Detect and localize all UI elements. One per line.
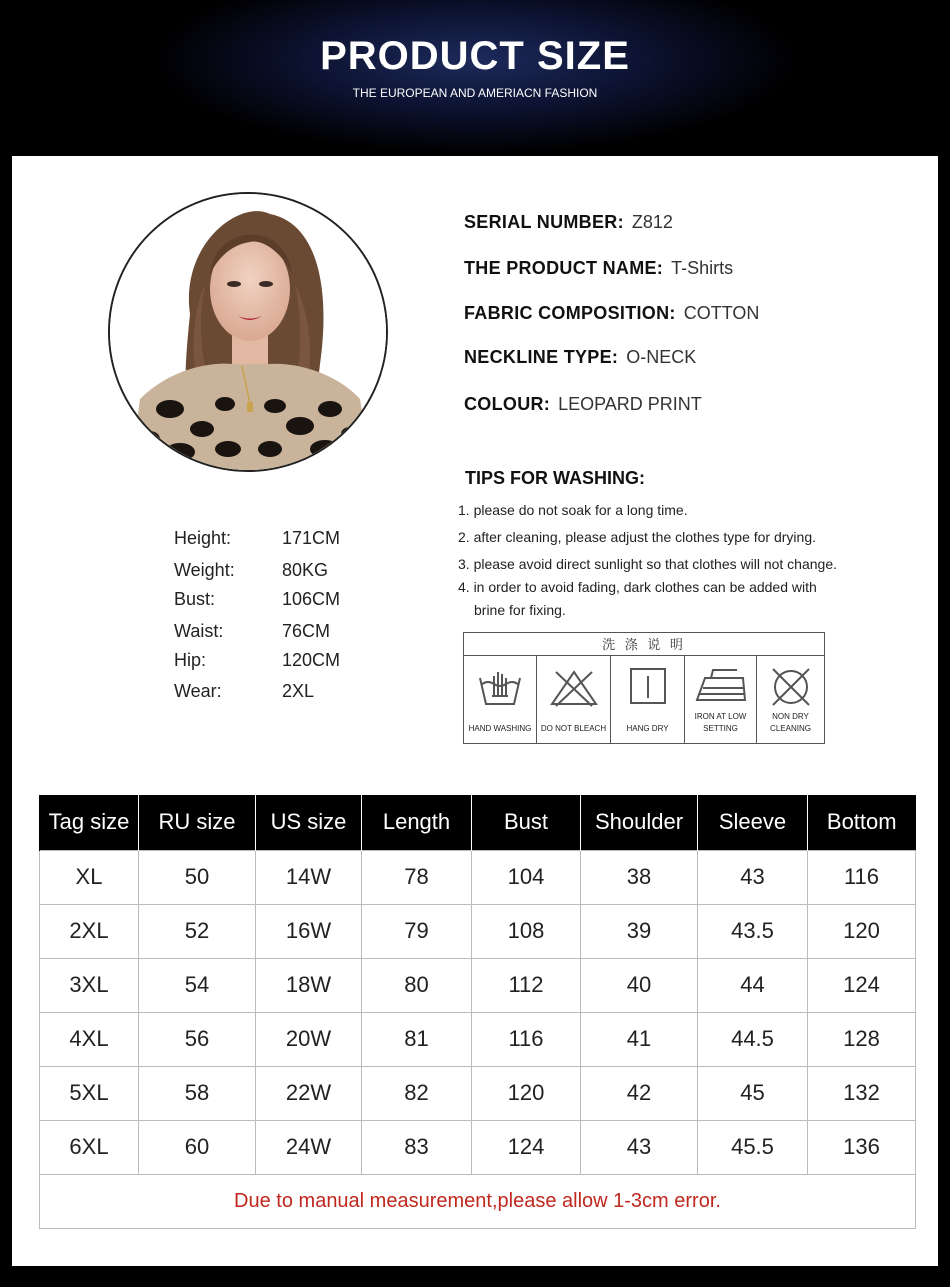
spec-fabric: FABRIC COMPOSITION: COTTON: [464, 303, 760, 323]
note-row: [40, 1174, 916, 1228]
table-cell: 78: [362, 850, 472, 904]
table-cell: 132: [808, 1066, 916, 1120]
table-cell: 45.5: [698, 1120, 808, 1174]
table-cell: 18W: [256, 958, 362, 1012]
spec-product-name: THE PRODUCT NAME: T-Shirts: [464, 258, 734, 278]
table-cell: 120: [808, 904, 916, 958]
content-panel: Height: 171CM Weight: 80KG Bust: 106CM Waist: 76CM Hip: 120CM Wear: 2XL SERIAL NUMBER: Z812 THE PRODUCT NAME: T-Shirts FABRIC COMPOSITION: COTTON NECKLINE TYPE: O-NECK COLOUR: LEOPARD PRINT TIPS FOR WASHING: 1. please do not soak for a long time. 2. after cleaning, please adjust the clothes type for drying. 3. please avoid direct sunlight so that clothes will not change. 4. in order to avoid fading, dark clothes can be added with brine for fixing. 洗 涤 说 明 HAND WASHING DO NOT BLEACH HANG DRY IRON AT LOW SETTING NON DRY CLEANING Tag size RU size US size Length Bust Shoulder Sleeve Bottom XL 50 14W 78 104 38 43 116 2XL 52 16W 79 108 39 43.5 120 3XL 54 18W 80 112 40 44 124 4XL 56 20W 81 116 41 44.5 128 5XL 58 22W 82 120 42 45 132 6XL 60 24W 83 124 43 45.5 136 Due to manual measurement,please allow 1-3cm error.: [12, 156, 938, 1266]
table-cell: 52: [139, 904, 256, 958]
table-cell: 58: [139, 1066, 256, 1120]
spec-serial-number: SERIAL NUMBER: Z812: [464, 212, 673, 232]
table-cell: 128: [808, 1012, 916, 1066]
measurement-note: Due to manual measurement,please allow 1-3cm error.: [40, 1174, 916, 1228]
table-cell: 22W: [256, 1066, 362, 1120]
table-cell: 40: [581, 958, 698, 1012]
spec-neckline: NECKLINE TYPE: O-NECK: [464, 347, 697, 367]
table-row: [40, 904, 916, 958]
table-cell: 45: [698, 1066, 808, 1120]
care-title: 洗 涤 说 明: [464, 633, 824, 656]
hang-dry-icon: [628, 666, 668, 706]
table-row: [40, 958, 916, 1012]
table-cell: 44.5: [698, 1012, 808, 1066]
table-row: [40, 1066, 916, 1120]
table-cell: XL: [40, 850, 139, 904]
size-chart-table: [39, 795, 916, 1229]
hand-washing-icon: [476, 666, 524, 710]
table-cell: 82: [362, 1066, 472, 1120]
do-not-bleach-icon: [548, 666, 600, 708]
care-hand-washing: HAND WASHING: [464, 656, 537, 743]
table-cell: 56: [139, 1012, 256, 1066]
column-header: US size: [256, 795, 362, 850]
column-header: Bottom: [808, 795, 916, 850]
column-header: Tag size: [40, 795, 139, 850]
table-row: [40, 1120, 916, 1174]
table-cell: 120: [472, 1066, 581, 1120]
table-cell: 50: [139, 850, 256, 904]
table-cell: 83: [362, 1120, 472, 1174]
care-iron-low: IRON AT LOW SETTING: [685, 656, 757, 743]
page-title: PRODUCT SIZE: [320, 34, 630, 78]
table-cell: 5XL: [40, 1066, 139, 1120]
care-instructions-box: [463, 632, 825, 744]
header-banner: [0, 0, 950, 155]
table-cell: 54: [139, 958, 256, 1012]
tip-item-continued: brine for fixing.: [474, 602, 566, 618]
care-do-not-bleach: DO NOT BLEACH: [537, 656, 611, 743]
column-header: Length: [362, 795, 472, 850]
table-header-row: [40, 795, 916, 850]
table-row: [40, 1012, 916, 1066]
model-photo: [108, 192, 388, 472]
table-row: [40, 850, 916, 904]
washing-tips-title: TIPS FOR WASHING:: [465, 468, 645, 488]
table-cell: 79: [362, 904, 472, 958]
table-cell: 42: [581, 1066, 698, 1120]
table-cell: 3XL: [40, 958, 139, 1012]
care-no-dry-cleaning: NON DRY CLEANING: [757, 656, 824, 743]
table-cell: 16W: [256, 904, 362, 958]
table-cell: 14W: [256, 850, 362, 904]
table-cell: 39: [581, 904, 698, 958]
table-cell: 41: [581, 1012, 698, 1066]
column-header: Shoulder: [581, 795, 698, 850]
table-cell: 104: [472, 850, 581, 904]
tip-item: 1. please do not soak for a long time.: [458, 502, 688, 518]
tip-item: 4. in order to avoid fading, dark clothes can be added with: [458, 579, 817, 595]
table-cell: 2XL: [40, 904, 139, 958]
model-portrait-illustration: [110, 194, 388, 472]
column-header: Bust: [472, 795, 581, 850]
no-dry-cleaning-icon: [767, 666, 815, 708]
table-cell: 108: [472, 904, 581, 958]
table-cell: 4XL: [40, 1012, 139, 1066]
spec-colour: COLOUR: LEOPARD PRINT: [464, 394, 702, 414]
table-cell: 80: [362, 958, 472, 1012]
table-cell: 6XL: [40, 1120, 139, 1174]
column-header: RU size: [139, 795, 256, 850]
table-cell: 81: [362, 1012, 472, 1066]
table-cell: 124: [472, 1120, 581, 1174]
tip-item: 2. after cleaning, please adjust the clothes type for drying.: [458, 529, 816, 545]
table-cell: 116: [808, 850, 916, 904]
table-cell: 43: [698, 850, 808, 904]
iron-low-icon: [693, 666, 749, 706]
page-subtitle: THE EUROPEAN AND AMERIACN FASHION: [352, 86, 598, 100]
table-cell: 44: [698, 958, 808, 1012]
table-cell: 112: [472, 958, 581, 1012]
table-cell: 124: [808, 958, 916, 1012]
care-hang-dry: HANG DRY: [611, 656, 685, 743]
column-header: Sleeve: [698, 795, 808, 850]
table-cell: 136: [808, 1120, 916, 1174]
tip-item: 3. please avoid direct sunlight so that clothes will not change.: [458, 556, 838, 572]
table-cell: 43: [581, 1120, 698, 1174]
table-cell: 24W: [256, 1120, 362, 1174]
table-cell: 20W: [256, 1012, 362, 1066]
table-cell: 60: [139, 1120, 256, 1174]
table-cell: 38: [581, 850, 698, 904]
table-cell: 43.5: [698, 904, 808, 958]
table-cell: 116: [472, 1012, 581, 1066]
